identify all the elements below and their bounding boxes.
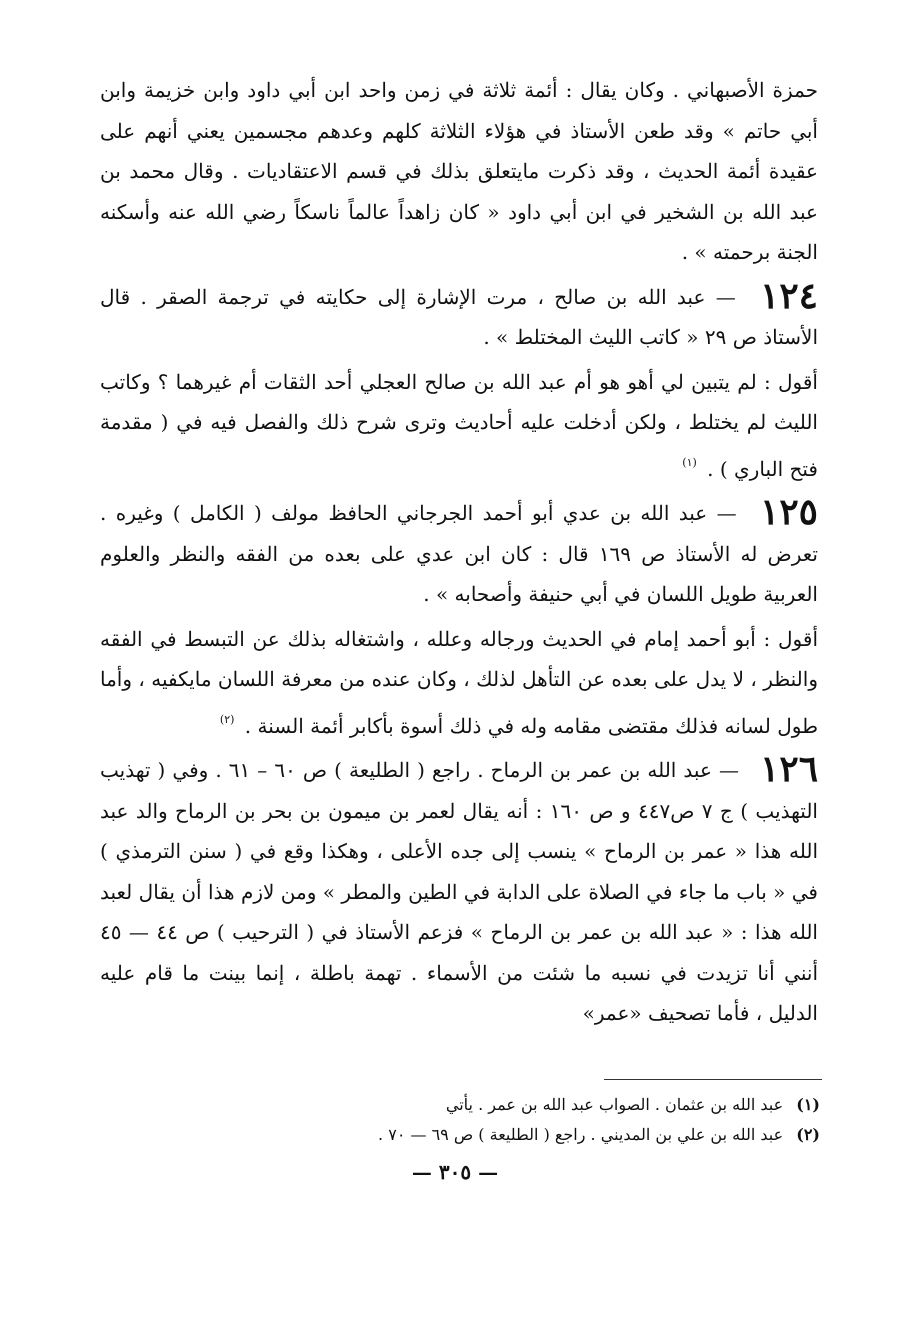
footnote-text: عبد الله بن علي بن المديني . راجع ( الطليعة ) ص ٦٩ — ٧٠ .	[378, 1125, 784, 1144]
entry-dash: —	[716, 501, 737, 525]
paragraph-comment-125	[100, 619, 818, 747]
footnote-mark: (٢)	[219, 712, 235, 726]
paragraph-text: أقول : لم يتبين لي أهو هو أم عبد الله بن صالح العجلي أحد الثقات أم غيرهما ؟ وكاتب الليث لم يختلط ، ولكن أدخلت عليه أحاديث وترى شرح ذلك والفصل فيه في ( مقدمة فتح الباري ) .	[100, 369, 818, 481]
main-text	[100, 70, 818, 1034]
entry-dash: —	[715, 284, 736, 309]
footnote-mark: (١)	[682, 455, 697, 469]
paragraph-text: حمزة الأصبهاني . وكان يقال : أئمة ثلاثة في زمن واحد ابن أبي داود وابن خزيمة وابن أبي حاتم » وقد طعن الأستاذ في هؤلاء الثلاثة كلهم وعدهم مجسمين يعني أنهم على عقيدة أئمة الحديث ، وقد ذكرت مايتعلق بذلك في قسم الاعتقاديات . وقال محمد بن عبد الله بن الشخير في ابن أبي داود « كان زاهداً عالماً ناسكاً رضي الله عنه وأسكنه الجنة برحمته » .	[100, 78, 818, 264]
paragraph-text: عبد الله بن صالح ، مرت الإشارة إلى حكايته في ترجمة الصقر . قال الأستاذ ص ٢٩ « كاتب الليث المختلط » .	[100, 284, 818, 349]
entry-124	[100, 274, 819, 358]
paragraph-intro	[100, 70, 818, 273]
footnote	[280, 1120, 820, 1150]
page-number: — ٣٠٥ —	[411, 1160, 499, 1184]
entry-number: ١٢٤	[760, 274, 819, 317]
footnote-number: (١)	[796, 1095, 820, 1114]
entry-dash: —	[718, 758, 739, 782]
paragraph-comment-124	[100, 362, 818, 490]
footnotes	[280, 1090, 820, 1150]
footnote-text: عبد الله بن عثمان . الصواب عبد الله بن عمر . يأتي	[445, 1095, 784, 1114]
entry-number: ١٢٥	[759, 491, 818, 533]
footnote-number: (٢)	[796, 1125, 820, 1144]
paragraph-text: عبد الله بن عدي أبو أحمد الجرجاني الحافظ مولف ( الكامل ) وغيره . تعرض له الأستاذ ص ١٦٩ قال : كان ابن عدي على بعده من الفقه والنظر والعلوم العربية طويل اللسان في أبي حنيفة وأصحابه » .	[100, 501, 818, 606]
entry-126	[100, 750, 818, 1034]
paragraph-text: عبد الله بن عمر بن الرماح . راجع ( الطليعة ) ص ٦٠ – ٦١ . وفي ( تهذيب التهذيب ) ج ٧ ص٤٤٧ و ص ١٦٠ : أنه يقال لعمر بن ميمون بن بحر بن الرماح والد عبد الله هذا « عمر بن الرماح » ينسب إلى جده الأعلى ، وهكذا وقع في ( سنن الترمذي ) في « باب ما جاء في الصلاة على الدابة في الطين والمطر » ومن لازم هذا أن يقال لعبد الله هذا : « عبد الله بن عمر بن الرماح » فزعم الأستاذ في ( الترحيب ) ص ٤٤ — ٤٥ أنني أنا تزيدت في نسبه ما شئت من الأسماء . تهمة باطلة ، إنما بينت ما قام عليه الدليل ، فأما تصحيف «عمر»	[100, 758, 818, 1025]
footnote	[280, 1090, 820, 1120]
entry-125	[100, 493, 818, 615]
paragraph-text: أقول : أبو أحمد إمام في الحديث ورجاله وعلله ، واشتغاله بذلك عن التبسط في الفقه والنظر ، لا يدل على بعده عن التأهل لذلك ، وكان عنده من معرفة اللسان مايكفيه ، وأما طول لسانه فذلك مقتضى مقامه وله في ذلك أسوة بأكابر أئمة السنة .	[100, 626, 818, 738]
footnote-divider	[604, 1079, 822, 1080]
entry-number: ١٢٦	[760, 748, 819, 790]
